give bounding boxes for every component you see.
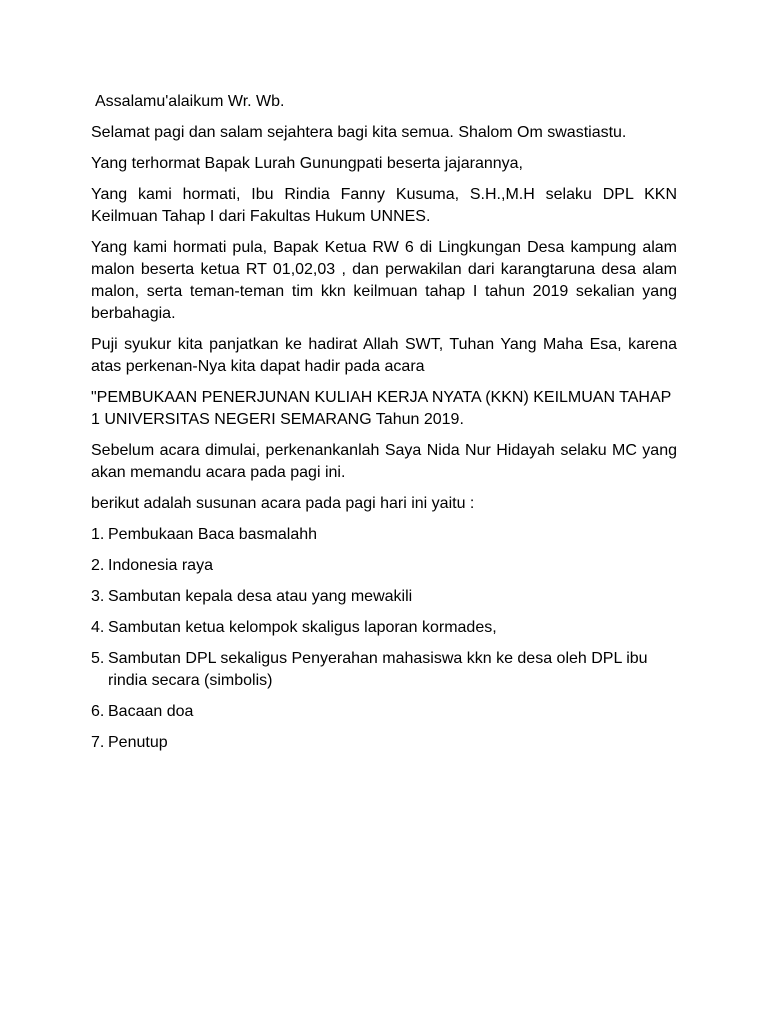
agenda-item-number: 1. <box>91 526 105 543</box>
agenda-item <box>91 648 677 692</box>
event-title-paragraph: "PEMBUKAAN PENERJUNAN KULIAH KERJA NYATA (KKN) KEILMUAN TAHAP 1 UNIVERSITAS NEGERI SEMARANG Tahun 2019. <box>91 389 672 428</box>
agenda-intro-paragraph: berikut adalah susunan acara pada pagi hari ini yaitu : <box>91 495 475 512</box>
agenda-item <box>91 586 677 608</box>
agenda-item-text: Sambutan ketua kelompok skaligus laporan kormades, <box>108 619 497 636</box>
agenda-item <box>91 555 677 577</box>
agenda-list <box>91 524 677 754</box>
greeting-paragraph: Assalamu'alaikum Wr. Wb. <box>95 93 285 110</box>
address-lurah-paragraph: Yang terhormat Bapak Lurah Gunungpati beserta jajarannya, <box>91 155 523 172</box>
agenda-item-number: 3. <box>91 588 105 605</box>
document-page <box>91 91 677 763</box>
agenda-item-text: Penutup <box>108 734 168 751</box>
agenda-item-number: 2. <box>91 557 105 574</box>
agenda-item <box>91 617 677 639</box>
agenda-item-text: Indonesia raya <box>108 557 213 574</box>
gratitude-paragraph: Puji syukur kita panjatkan ke hadirat Allah SWT, Tuhan Yang Maha Esa, karena atas perkenan-Nya kita dapat hadir pada acara <box>91 336 677 375</box>
agenda-item-text: Pembukaan Baca basmalahh <box>108 526 318 543</box>
address-rw-paragraph: Yang kami hormati pula, Bapak Ketua RW 6 di Lingkungan Desa kampung alam malon beserta ketua RT 01,02,03 , dan perwakilan dari karangtaruna desa alam malon, serta teman-teman tim kkn keilmuan tahap I tahun 2019 sekalian yang berbahagia. <box>91 239 677 322</box>
agenda-item-number: 7. <box>91 734 105 751</box>
address-dpl-paragraph: Yang kami hormati, Ibu Rindia Fanny Kusuma, S.H.,M.H selaku DPL KKN Keilmuan Tahap I dari Fakultas Hukum UNNES. <box>91 186 677 225</box>
agenda-item-text: Bacaan doa <box>108 703 194 720</box>
agenda-item-number: 5. <box>91 650 105 667</box>
agenda-item-text: Sambutan kepala desa atau yang mewakili <box>108 588 413 605</box>
salutation-paragraph: Selamat pagi dan salam sejahtera bagi kita semua. Shalom Om swastiastu. <box>91 124 627 141</box>
agenda-item-text: Sambutan DPL sekaligus Penyerahan mahasiswa kkn ke desa oleh DPL ibu rindia secara (simbolis) <box>108 650 648 689</box>
agenda-item <box>91 701 677 723</box>
mc-intro-paragraph: Sebelum acara dimulai, perkenankanlah Saya Nida Nur Hidayah selaku MC yang akan memandu acara pada pagi ini. <box>91 442 677 481</box>
agenda-item <box>91 524 677 546</box>
agenda-item <box>91 732 677 754</box>
agenda-item-number: 4. <box>91 619 105 636</box>
agenda-item-number: 6. <box>91 703 105 720</box>
